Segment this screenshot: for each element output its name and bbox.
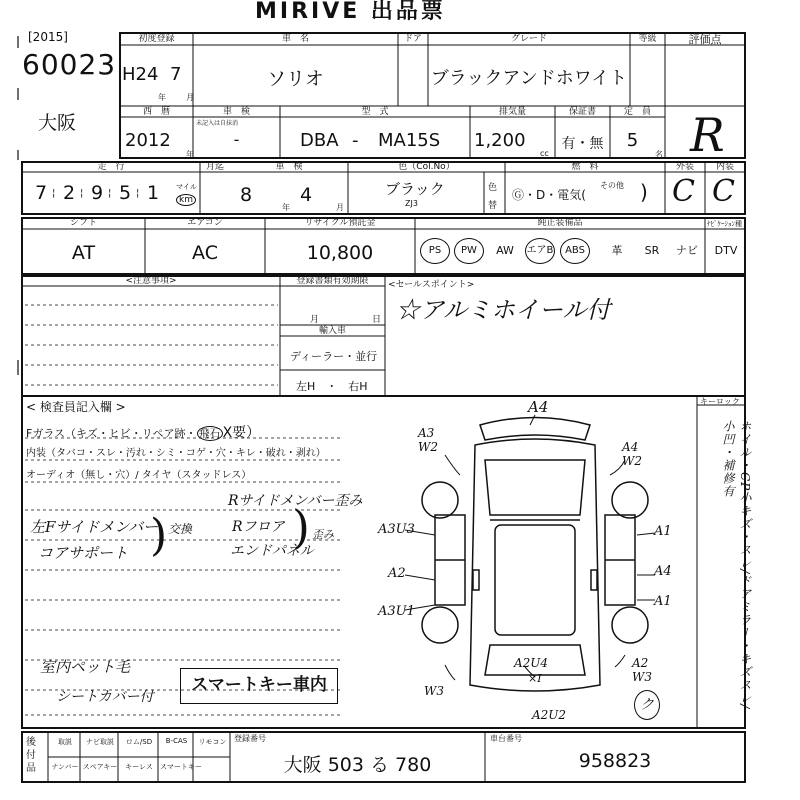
mileage-digit: 7 — [34, 182, 48, 204]
header-post-install: 後付品 — [26, 737, 36, 774]
post-install-item: ナビ取説 — [86, 738, 114, 746]
header-displacement: 排気量 — [498, 107, 526, 117]
header-key-lock: キーロック — [700, 397, 740, 406]
mileage-separator: ¦ — [136, 188, 140, 199]
post-install-item: キーレス — [125, 763, 153, 771]
region: 大阪 — [38, 112, 77, 134]
post-install-item: リモコン — [198, 738, 227, 746]
mark-a3u3: A3U3 — [378, 522, 415, 537]
unit-shaken-month: 月 — [336, 203, 344, 212]
inspector-line-3: オーディオ（無し・穴）/ タイヤ（スタッドレス） — [26, 470, 252, 481]
fuel-close: ) — [640, 180, 648, 204]
post-install-item: スペアキー — [82, 763, 118, 771]
header-shaken-2: 車 検 — [275, 162, 303, 172]
header-color: 色（Col.No） — [398, 162, 455, 172]
interior-value: C — [712, 174, 735, 209]
mark-a4-right: A4 — [654, 564, 672, 579]
color-gae: 替 — [488, 201, 498, 211]
hand-pet: 室内ペット毛 — [40, 658, 131, 676]
post-install-item: 取説 — [58, 738, 72, 746]
header-aircon: エアコン — [187, 218, 223, 228]
mileage-digit: 5 — [118, 182, 132, 204]
header-seireki: 西 暦 — [142, 107, 170, 117]
header-reg-number: 登録番号 — [234, 734, 266, 743]
mileage-separator: ¦ — [80, 188, 84, 199]
unit-shaken-year: 年 — [282, 203, 290, 212]
color-name: ブラック — [385, 180, 445, 198]
post-install-item: B-CAS — [165, 737, 188, 745]
hand-left-member: 左Fサイドメンバー — [30, 518, 159, 536]
sales-point-value: ☆アルミホイール付 — [396, 296, 611, 324]
header-capacity: 定 員 — [623, 107, 651, 117]
equipment-item: 革 — [611, 244, 623, 257]
header-model-type: 型 式 — [361, 107, 389, 117]
header-mileage: 走 行 — [97, 162, 125, 172]
first-reg-era: H24 — [122, 64, 159, 85]
import-dealer: ディーラー・並行 — [290, 350, 378, 363]
car-name: ソリオ — [267, 68, 324, 90]
header-reg-expiry: 登録書類有効期限 — [296, 276, 369, 286]
header-grade-no: 等級 — [638, 34, 657, 44]
header-interior: 内装 — [715, 162, 734, 172]
hand-right-bracket: 歪み — [312, 528, 334, 541]
mileage-digit: 2 — [62, 182, 76, 204]
import-handle: 左H ・ 右H — [296, 380, 368, 393]
year-tag: [2015] — [28, 30, 68, 44]
header-sales-point: <セールスポイント> — [388, 280, 475, 290]
model-code: MA15S — [378, 130, 441, 151]
mark-a2u2: A2U2 — [532, 708, 567, 722]
equipment-item: ABS — [560, 238, 590, 264]
header-import: 輸入車 — [318, 326, 346, 336]
mark-a3u1: A3U1 — [378, 604, 415, 619]
lot-number: 60023 — [22, 48, 117, 81]
reg-expiry-month: 月 — [310, 315, 320, 325]
model-prefix: DBA — [300, 130, 339, 151]
equipment-item: SR — [644, 244, 660, 257]
hand-end-panel: エンドパネル — [230, 543, 314, 559]
aircon-value: AC — [192, 242, 218, 264]
unit-persons: 名 — [655, 150, 663, 159]
first-reg-month: 7 — [170, 64, 182, 85]
post-install-item: ナンバー — [51, 763, 79, 771]
mark-a2u4: A2U4 — [514, 656, 549, 670]
reg-number-value: 大阪 503 る 780 — [283, 754, 432, 776]
hand-left-bracket: 交換 — [168, 522, 193, 536]
equipment-item: PW — [454, 238, 484, 264]
header-exterior: 外装 — [675, 162, 694, 172]
mark-a1-b: A1 — [654, 594, 672, 609]
unit-year-2: 年 — [186, 150, 194, 159]
equipment-item: エアB — [525, 238, 555, 264]
shaken-year: 8 — [240, 184, 253, 206]
mileage-separator: ¦ — [52, 188, 56, 199]
header-score: 評価点 — [688, 33, 722, 46]
displacement-value: 1,200 — [474, 130, 526, 151]
mileage-separator: ¦ — [108, 188, 112, 199]
hand-right-member: Rサイドメンバー歪み — [228, 493, 363, 509]
unit-month: 月 — [186, 93, 194, 102]
color-irome: 色 — [488, 183, 498, 193]
header-car-name: 車 名 — [281, 34, 309, 44]
mark-a2-w3: A2 W3 — [632, 656, 652, 684]
hand-left-support: コアサポート — [38, 544, 129, 562]
mileage-digit: 9 — [90, 182, 104, 204]
hand-seat-cover: シートカバー付 — [56, 689, 154, 705]
post-install-item: ロム/SD — [125, 738, 153, 746]
header-notes: <注意事項> — [125, 276, 177, 286]
hand-r-floor: Rフロア — [232, 519, 285, 535]
fuel-options: Ⓖ・D・電気( — [512, 188, 586, 202]
equipment-item: ナビ — [676, 244, 698, 257]
equipment-item: AW — [496, 244, 514, 257]
equipment-item: PS — [420, 238, 450, 264]
inspector-line-2: 内装（タバコ・スレ・汚れ・シミ・コゲ・穴・キレ・破れ・剥れ） — [26, 448, 326, 459]
mileage-digit: 1 — [146, 182, 160, 204]
score-value: R — [690, 108, 725, 162]
grade-value: ブラックアンドホワイト — [430, 68, 628, 89]
inspector-line-1-text: Fガラス（キズ・ヒビ・リペア跡・ — [26, 427, 197, 440]
mark-w3-left: W3 — [424, 684, 444, 698]
hand-right-paren: ) — [292, 500, 310, 554]
unit-km: km — [176, 194, 196, 206]
circled-ku: ク — [634, 690, 660, 720]
color-code: ZJ3 — [405, 199, 418, 208]
shaken-value: - — [233, 130, 240, 149]
equipment-item: DTV — [714, 244, 738, 257]
chassis-number-value: 958823 — [578, 750, 652, 772]
header-shaken: 車 検 — [222, 107, 250, 117]
recycle-value: 10,800 — [306, 242, 374, 264]
mark-a2: A2 — [388, 566, 406, 581]
reg-expiry-day: 日 — [372, 315, 382, 325]
header-grade: グレード — [510, 34, 547, 44]
mark-a3-w2: A3 W2 — [418, 426, 438, 454]
header-navi-type: ﾅﾋﾞｹｰｼｮﾝ種 — [707, 220, 742, 228]
header-recycle: リサイクル預託金 — [304, 218, 376, 228]
capacity-value: 5 — [626, 130, 639, 151]
header-fuel: 燃 料 — [571, 162, 599, 172]
exterior-value: C — [672, 174, 695, 209]
mark-xi: ×I — [528, 672, 542, 685]
seireki-value: 2012 — [125, 130, 171, 151]
smart-key-box: スマートキー車内 — [180, 668, 338, 704]
header-shift: シフト — [69, 218, 97, 228]
header-inspector: < 検査員記入欄 > — [26, 400, 126, 414]
shaken-month: 4 — [300, 184, 313, 206]
header-month-label: 月迄 — [205, 162, 224, 172]
unit-year: 年 — [158, 93, 166, 102]
header-equipment: 純正装備品 — [537, 218, 583, 228]
shift-value: AT — [71, 242, 96, 264]
mark-a4-top: A4 — [528, 398, 549, 416]
mark-a1-a: A1 — [654, 524, 672, 539]
mark-a4-w2: A4 W2 — [622, 440, 642, 468]
header-first-reg: 初度登録 — [138, 34, 175, 44]
inspector-line-1-end: X要） — [222, 425, 261, 441]
unit-cc: cc — [540, 149, 549, 158]
model-dash: - — [352, 130, 359, 151]
header-warranty: 保証書 — [568, 107, 596, 117]
form-title: MIRIVE 出品票 — [255, 0, 446, 24]
post-install-item: スマートキー — [160, 763, 202, 771]
header-door: ドア — [404, 34, 422, 44]
warranty-value: 有・無 — [561, 136, 604, 152]
inspector-line-1-circled: 飛石 — [198, 427, 221, 440]
side-notes: ホイル・CP小キズ・スレ/ドアミラー・キズスレ/小凹・補修有 — [721, 420, 752, 710]
header-chassis: 車台番号 — [490, 734, 522, 743]
unit-mile: マイル — [176, 183, 197, 191]
inspector-line-1 — [26, 422, 260, 442]
header-shaken-sub: 未記入は自抹消 — [196, 120, 239, 127]
fuel-other-label: その他 — [600, 181, 624, 190]
hand-left-paren: ) — [150, 510, 168, 561]
